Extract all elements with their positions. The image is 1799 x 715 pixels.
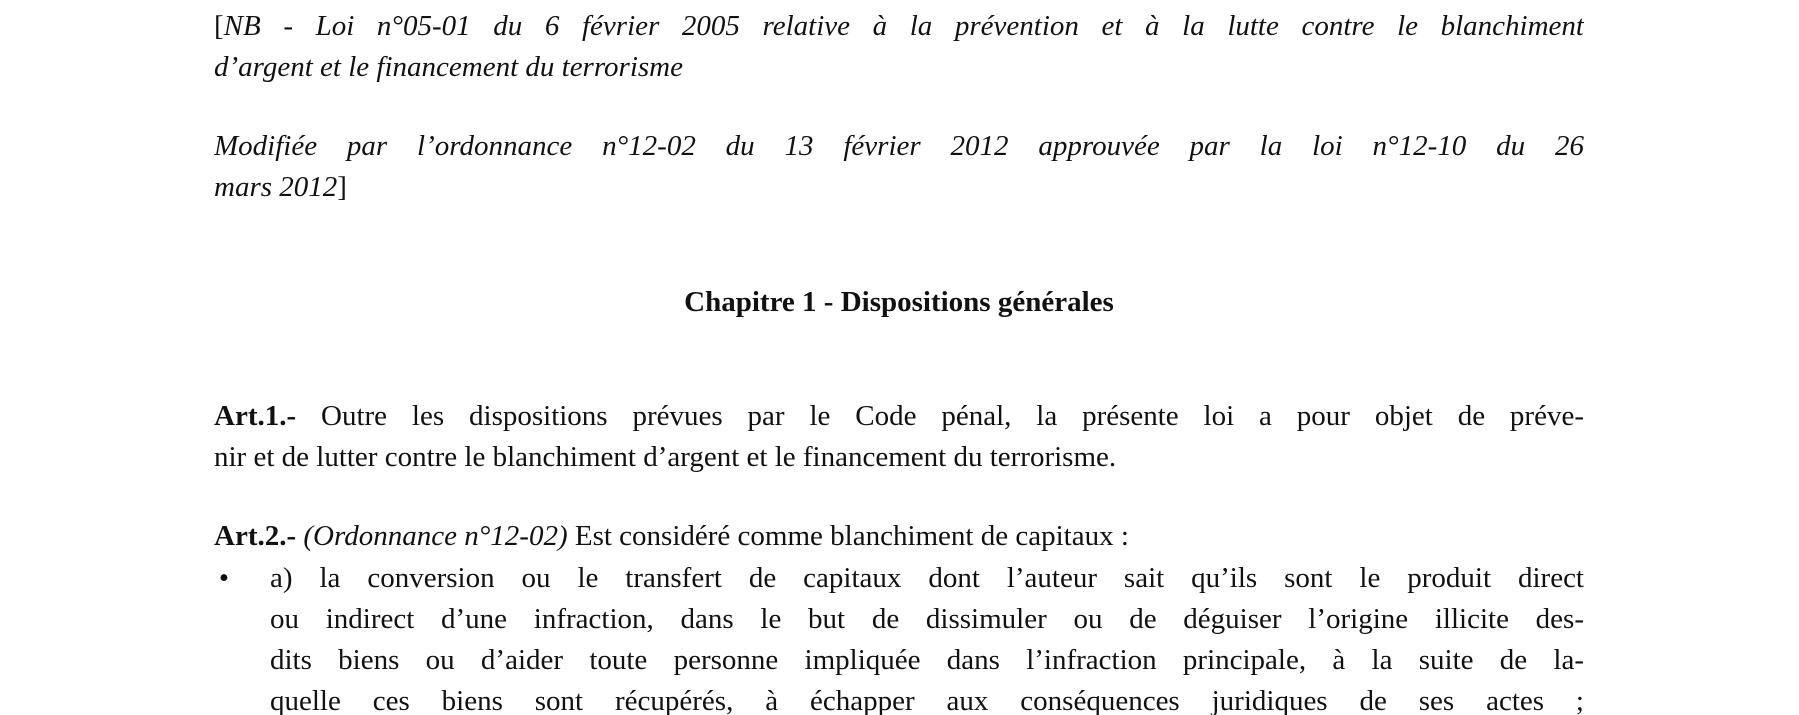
article-2-intro-line	[214, 516, 1584, 557]
nb-note	[214, 6, 1584, 88]
bullet-line-1: a) la conversion ou le transfert de capitaux dont l’auteur sait qu’ils sont le produit direct	[270, 562, 1584, 594]
article-1-line-2: nir et de lutter contre le blanchiment d’argent et le financement du terrorisme.	[214, 441, 1117, 473]
article-2-bullet-list	[214, 558, 1584, 715]
modification-note	[214, 126, 1584, 208]
chapter-title: Chapitre 1 - Dispositions générales	[684, 286, 1114, 318]
article-2-ordinance: (Ordonnance n°12-02)	[296, 520, 568, 552]
bullet-line-4: quelle ces biens sont récupérés, à échapper aux conséquences juridiques de ses actes ;	[270, 685, 1584, 715]
article-1-line-1	[214, 396, 1584, 437]
open-bracket: [	[214, 10, 224, 42]
article-1-text-1: Outre les dispositions prévues par le Code pénal, la présente loi a pour objet de préve-	[296, 400, 1584, 432]
bullet-line-2: ou indirect d’une infraction, dans le but de dissimuler ou de déguiser l’origine illicite des-	[270, 603, 1584, 635]
article-1	[214, 396, 1584, 478]
modification-text-2: mars 2012	[214, 171, 338, 203]
article-2-label: Art.2.-	[214, 520, 297, 552]
modification-line-2	[214, 167, 1584, 208]
article-2-intro: Est considéré comme blanchiment de capitaux :	[567, 520, 1129, 552]
document-page	[214, 0, 1584, 715]
bullet-line-3: dits biens ou d’aider toute personne impliquée dans l’infraction principale, à la suite de la-	[270, 644, 1584, 676]
nb-note-text-1: NB - Loi n°05-01 du 6 février 2005 relative à la prévention et à la lutte contre le blanchiment	[223, 10, 1584, 42]
bullet-marker: •	[218, 562, 230, 594]
nb-note-line-2: d’argent et le financement du terrorisme	[214, 51, 683, 83]
article-1-label: Art.1.-	[214, 400, 297, 432]
close-bracket: ]	[337, 171, 347, 203]
article-2	[214, 516, 1584, 557]
list-item	[214, 558, 1584, 715]
modification-line-1: Modifiée par l’ordonnance n°12-02 du 13 février 2012 approuvée par la loi n°12-10 du 26	[214, 130, 1584, 162]
nb-note-line-1	[214, 6, 1584, 47]
